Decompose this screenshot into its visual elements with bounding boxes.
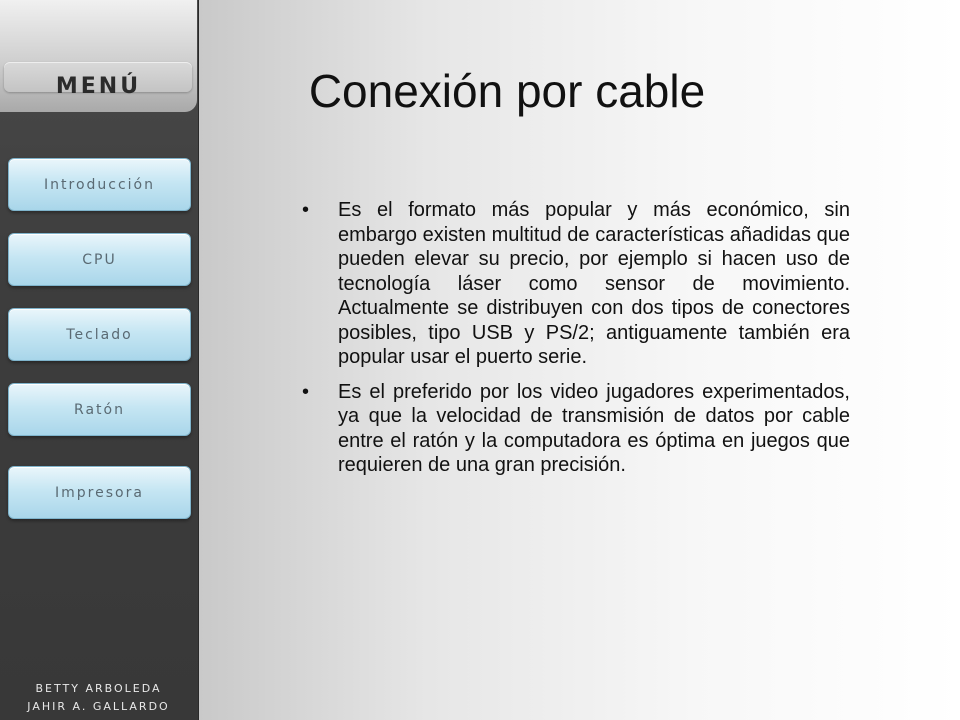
authors bbox=[0, 680, 197, 716]
nav-button-impresora[interactable]: Impresora bbox=[8, 466, 191, 519]
slide-title: Conexión por cable bbox=[308, 65, 706, 117]
nav-button-cpu[interactable]: CPU bbox=[8, 233, 191, 286]
nav-button-raton[interactable]: Ratón bbox=[8, 383, 191, 436]
bullet-item: • Es el preferido por los video jugadores experimentados, ya que la velocidad de transmisión de datos por cable entre el ratón y la computadora es óptima en juegos que requieren de una gran precisión. bbox=[338, 380, 850, 478]
bullet-list bbox=[338, 198, 850, 488]
sidebar bbox=[0, 0, 199, 720]
nav-button-teclado[interactable]: Teclado bbox=[8, 308, 191, 361]
author-2: JAHIR A. GALLARDO bbox=[27, 700, 170, 713]
bullet-item: • Es el formato más popular y más económico, sin embargo existen multitud de características añadidas que pueden elevar su precio, por ejemplo si hacen uso de tecnología láser como sensor de movimiento. Actualmente se distribuyen con dos tipos de conectores posibles, tipo USB y PS/2; antiguamente también era popular usar el puerto serie. bbox=[338, 198, 850, 370]
author-1: BETTY ARBOLEDA bbox=[35, 682, 162, 695]
menu-title: MENÚ bbox=[55, 74, 142, 99]
nav-button-introduccion[interactable]: Introducción bbox=[8, 158, 191, 211]
